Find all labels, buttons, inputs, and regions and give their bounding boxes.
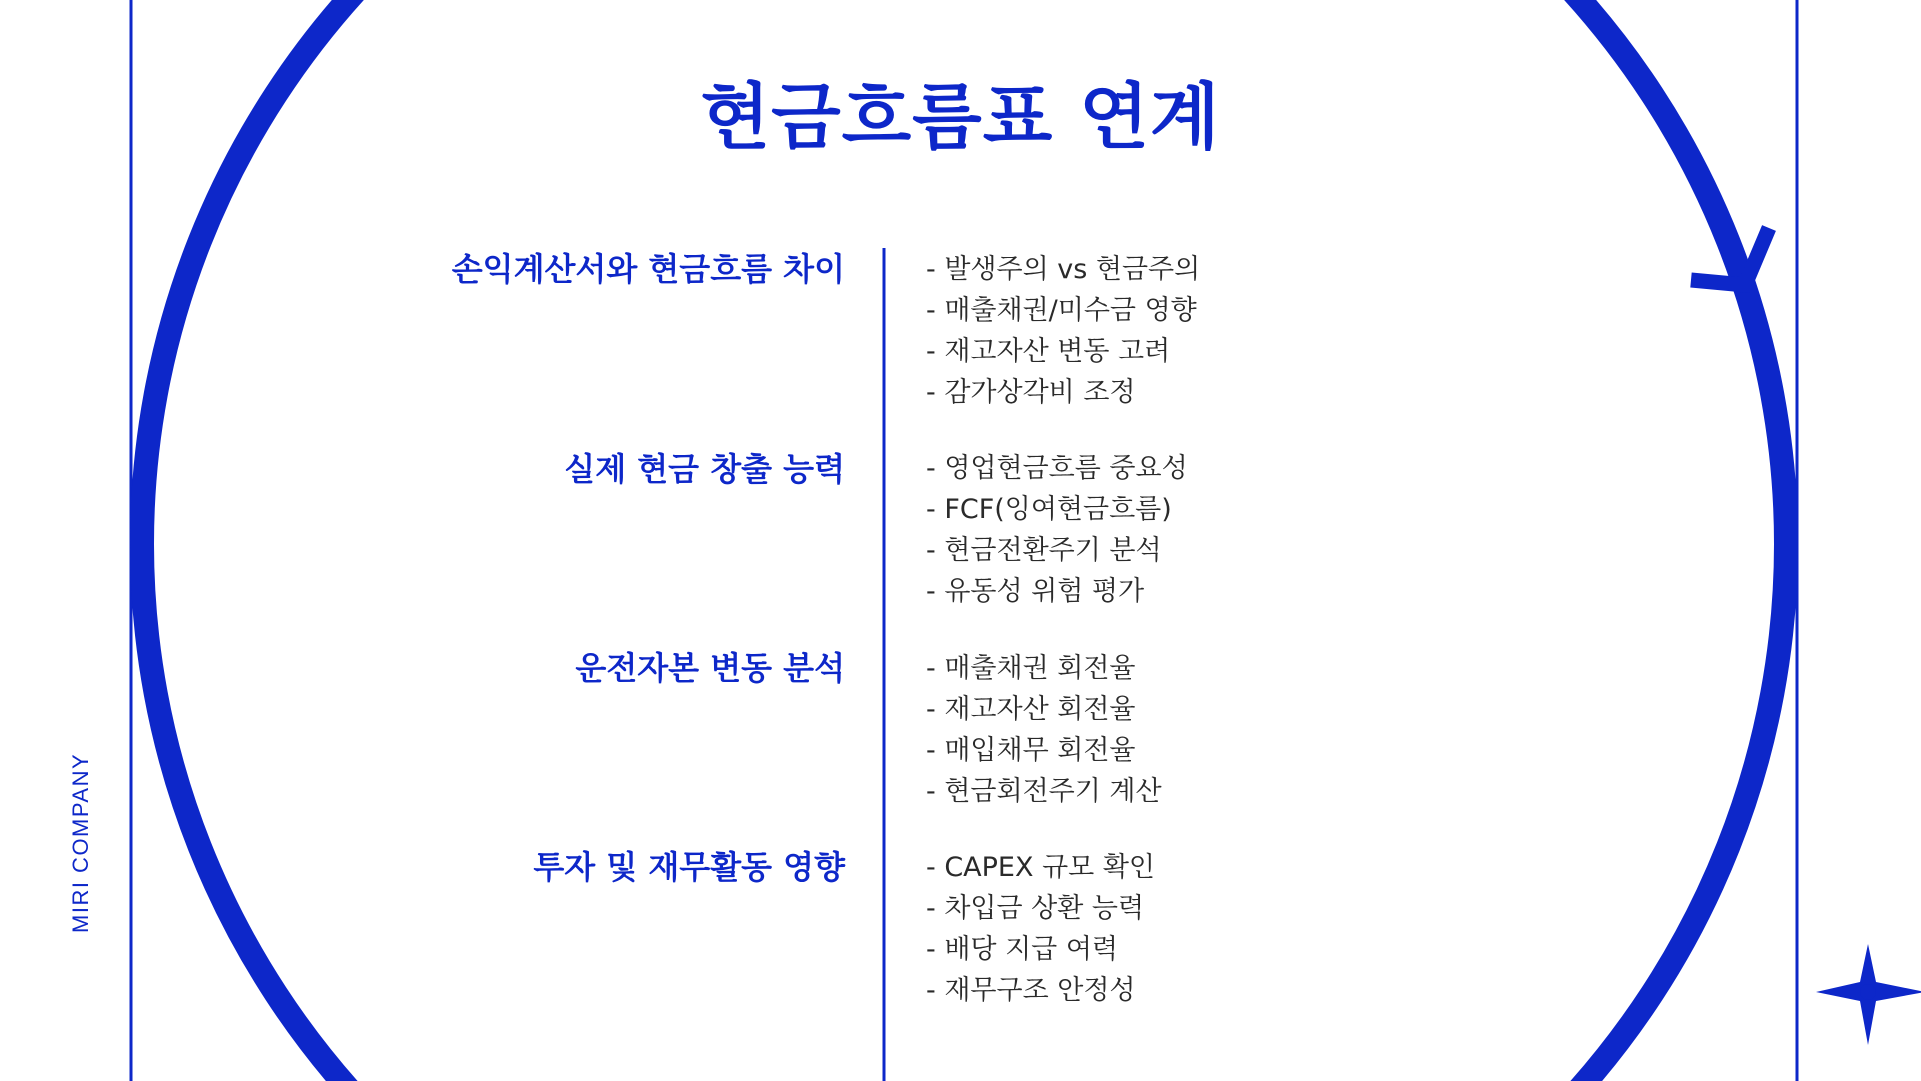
section-heading-1: 손익계산서와 현금흐름 차이 (451, 250, 845, 288)
section-heading-3: 운전자본 변동 분석 (575, 649, 845, 687)
list-item: - 감가상각비 조정 (926, 377, 1136, 408)
list-item: - 매입채무 회전율 (926, 735, 1136, 766)
section-heading-2: 실제 현금 창출 능력 (564, 450, 845, 488)
section-list-1 (926, 249, 1200, 413)
section-heading-4: 투자 및 재무활동 영향 (533, 848, 845, 886)
section-list-2 (926, 448, 1188, 612)
list-item: - 배당 지급 여력 (926, 934, 1118, 965)
section-list-3 (926, 648, 1162, 812)
sparkle-icon (1816, 944, 1921, 1045)
list-item: - 영업현금흐름 중요성 (926, 453, 1188, 484)
list-item: - 발생주의 vs 현금주의 (926, 254, 1201, 285)
brand-label: MIRI COMPANY (68, 752, 93, 933)
list-item: - 차입금 상환 능력 (926, 893, 1145, 924)
list-item: - 재고자산 변동 고려 (926, 336, 1171, 367)
list-item: - 현금전환주기 분석 (926, 535, 1162, 566)
page-title: 현금흐름표 연계 (700, 75, 1221, 159)
list-item: - CAPEX 규모 확인 (926, 852, 1155, 883)
list-item: - 현금회전주기 계산 (926, 776, 1162, 807)
section-list-4 (926, 847, 1155, 1011)
list-item: - 매출채권/미수금 영향 (926, 295, 1197, 326)
list-item: - 재무구조 안정성 (926, 975, 1136, 1006)
list-item: - 매출채권 회전율 (926, 653, 1136, 684)
list-item: - FCF(잉여현금흐름) (926, 494, 1172, 525)
list-item: - 재고자산 회전율 (926, 694, 1136, 725)
list-item: - 유동성 위험 평가 (926, 576, 1145, 607)
